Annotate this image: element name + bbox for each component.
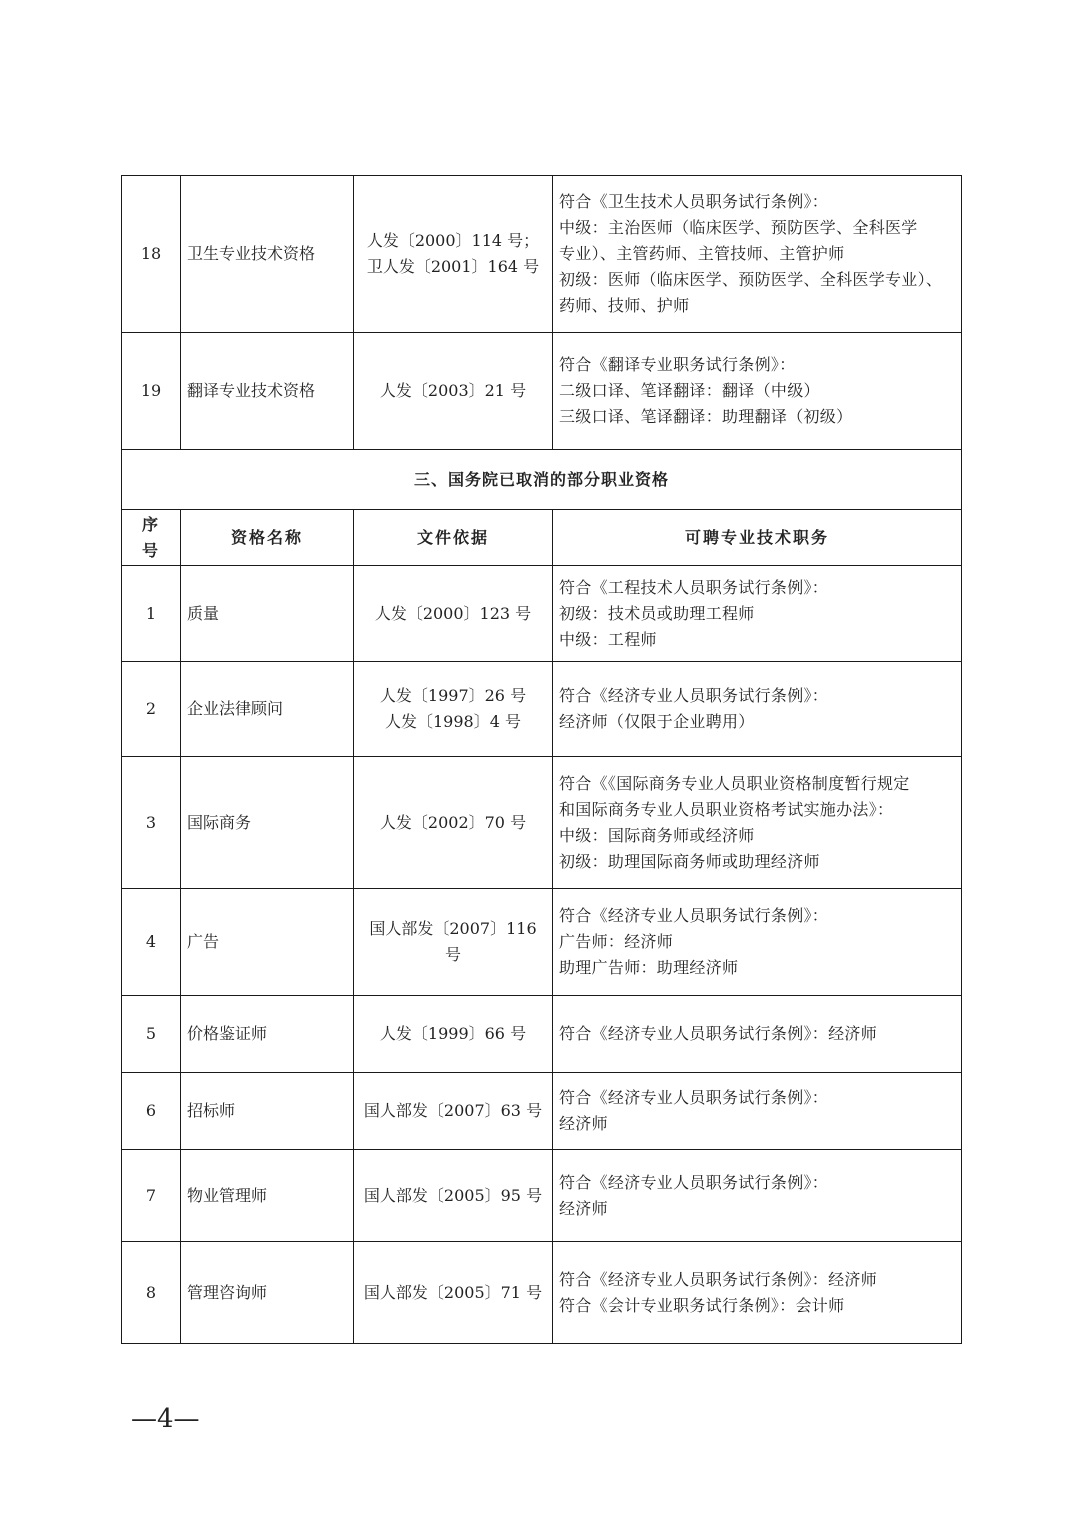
row-duties [553, 333, 962, 450]
duty-line: 符合《经济专业人员职务试行条例》：经济师 [559, 1024, 878, 1043]
row-seq: 7 [122, 1150, 181, 1242]
row-basis [354, 1242, 553, 1344]
row-duties [553, 757, 962, 889]
row-duties [553, 176, 962, 333]
duty-line: 经济师 [559, 1114, 608, 1133]
row-name: 质量 [181, 566, 354, 662]
row-name: 管理咨询师 [181, 1242, 354, 1344]
row-basis [354, 1073, 553, 1150]
duty-line: 中级：工程师 [559, 629, 657, 649]
basis-line: 人发〔1999〕66 号 [379, 1024, 527, 1043]
table-row [122, 566, 962, 662]
basis-line: 国人部发〔2005〕95 号 [363, 1185, 543, 1205]
row-basis [354, 757, 553, 889]
duty-line: 药师、技师、护师 [559, 296, 690, 315]
duty-line: 三级口译、笔译翻译：助理翻译（初级） [559, 407, 853, 426]
duty-line: 中级：国际商务师或经济师 [559, 825, 755, 845]
duty-line: 符合《经济专业人员职务试行条例》：经济师 [559, 1269, 878, 1289]
duty-line: 符合《翻译专业职务试行条例》： [559, 355, 796, 374]
table-row [122, 1242, 962, 1344]
row-basis [354, 889, 553, 996]
row-seq: 8 [122, 1242, 181, 1344]
row-basis [354, 662, 553, 757]
row-seq: 5 [122, 996, 181, 1073]
row-name: 企业法律顾问 [181, 662, 354, 757]
row-basis [354, 1150, 553, 1242]
duty-line: 和国际商务专业人员职业资格考试实施办法》： [559, 799, 894, 819]
duty-line: 初级：技术员或助理工程师 [559, 603, 755, 623]
section-title: 三、国务院已取消的部分职业资格 [122, 450, 962, 510]
row-basis [354, 566, 553, 662]
row-duties [553, 662, 962, 757]
row-duties [553, 1073, 962, 1150]
table-row [122, 176, 962, 333]
duty-line: 符合《工程技术人员职务试行条例》： [559, 577, 829, 597]
duty-line: 二级口译、笔译翻译：翻译（中级） [559, 381, 820, 400]
top-rows-body [122, 176, 962, 1344]
row-seq: 6 [122, 1073, 181, 1150]
duty-line: 中级：主治医师（临床医学、预防医学、全科医学 [559, 218, 918, 237]
table-row [122, 757, 962, 889]
row-seq: 19 [122, 333, 181, 450]
row-seq: 3 [122, 757, 181, 889]
row-seq: 18 [122, 176, 181, 333]
row-duties [553, 1242, 962, 1344]
table-row [122, 1150, 962, 1242]
row-name: 价格鉴证师 [181, 996, 354, 1073]
row-duties [553, 1150, 962, 1242]
basis-line: 人发〔2000〕114 号； [366, 231, 540, 250]
row-basis [354, 176, 553, 333]
duty-line: 助理广告师：助理经济师 [559, 958, 739, 977]
duty-line: 符合《会计专业职务试行条例》：会计师 [559, 1295, 845, 1315]
basis-line: 国人部发〔2007〕63 号 [363, 1101, 543, 1120]
duty-line: 经济师（仅限于企业聘用） [559, 712, 755, 731]
duty-line: 符合《经济专业人员职务试行条例》： [559, 1172, 829, 1192]
table-row [122, 1073, 962, 1150]
basis-line: 国人部发〔2007〕116 [369, 919, 537, 938]
table-row [122, 333, 962, 450]
header-row [122, 510, 962, 566]
duty-line: 经济师 [559, 1198, 608, 1218]
row-name: 翻译专业技术资格 [181, 333, 354, 450]
row-basis [354, 333, 553, 450]
table-row [122, 996, 962, 1073]
basis-line: 卫人发〔2001〕164 号 [366, 257, 540, 276]
header-seq-bottom: 号 [141, 540, 160, 560]
row-name: 招标师 [181, 1073, 354, 1150]
duty-line: 初级：助理国际商务师或助理经济师 [559, 851, 820, 871]
duty-line: 专业）、主管药师、主管技师、主管护师 [559, 244, 845, 263]
row-basis [354, 996, 553, 1073]
basis-line: 人发〔2002〕70 号 [379, 812, 527, 832]
header-seq-top: 序 [141, 514, 160, 534]
duty-line: 符合《经济专业人员职务试行条例》： [559, 906, 829, 925]
table-row [122, 662, 962, 757]
row-seq: 2 [122, 662, 181, 757]
basis-line: 国人部发〔2005〕71 号 [363, 1282, 543, 1302]
row-seq: 1 [122, 566, 181, 662]
row-duties [553, 889, 962, 996]
row-name: 国际商务 [181, 757, 354, 889]
duty-line: 符合《经济专业人员职务试行条例》： [559, 1088, 829, 1107]
basis-line: 人发〔1997〕26 号 [379, 686, 527, 705]
row-duties [553, 996, 962, 1073]
header-basis: 文件依据 [354, 510, 553, 566]
header-duties: 可聘专业技术职务 [553, 510, 962, 566]
table-row [122, 889, 962, 996]
qualification-table [121, 175, 962, 1344]
page-number: —4— [131, 1404, 200, 1434]
row-name: 卫生专业技术资格 [181, 176, 354, 333]
header-seq [122, 510, 181, 566]
header-name: 资格名称 [181, 510, 354, 566]
row-seq: 4 [122, 889, 181, 996]
basis-line: 号 [444, 945, 461, 964]
row-duties [553, 566, 962, 662]
duty-line: 符合《卫生技术人员职务试行条例》： [559, 192, 829, 211]
section-title-row [122, 450, 962, 510]
row-name: 广告 [181, 889, 354, 996]
basis-line: 人发〔2000〕123 号 [374, 603, 532, 623]
duty-line: 初级：医师（临床医学、预防医学、全科医学专业）、 [559, 270, 943, 289]
basis-line: 人发〔1998〕4 号 [385, 712, 521, 731]
duty-line: 符合《《国际商务专业人员职业资格制度暂行规定 [559, 773, 910, 793]
duty-line: 广告师：经济师 [559, 932, 674, 951]
duty-line: 符合《经济专业人员职务试行条例》： [559, 686, 829, 705]
row-name: 物业管理师 [181, 1150, 354, 1242]
basis-line: 人发〔2003〕21 号 [379, 381, 527, 400]
